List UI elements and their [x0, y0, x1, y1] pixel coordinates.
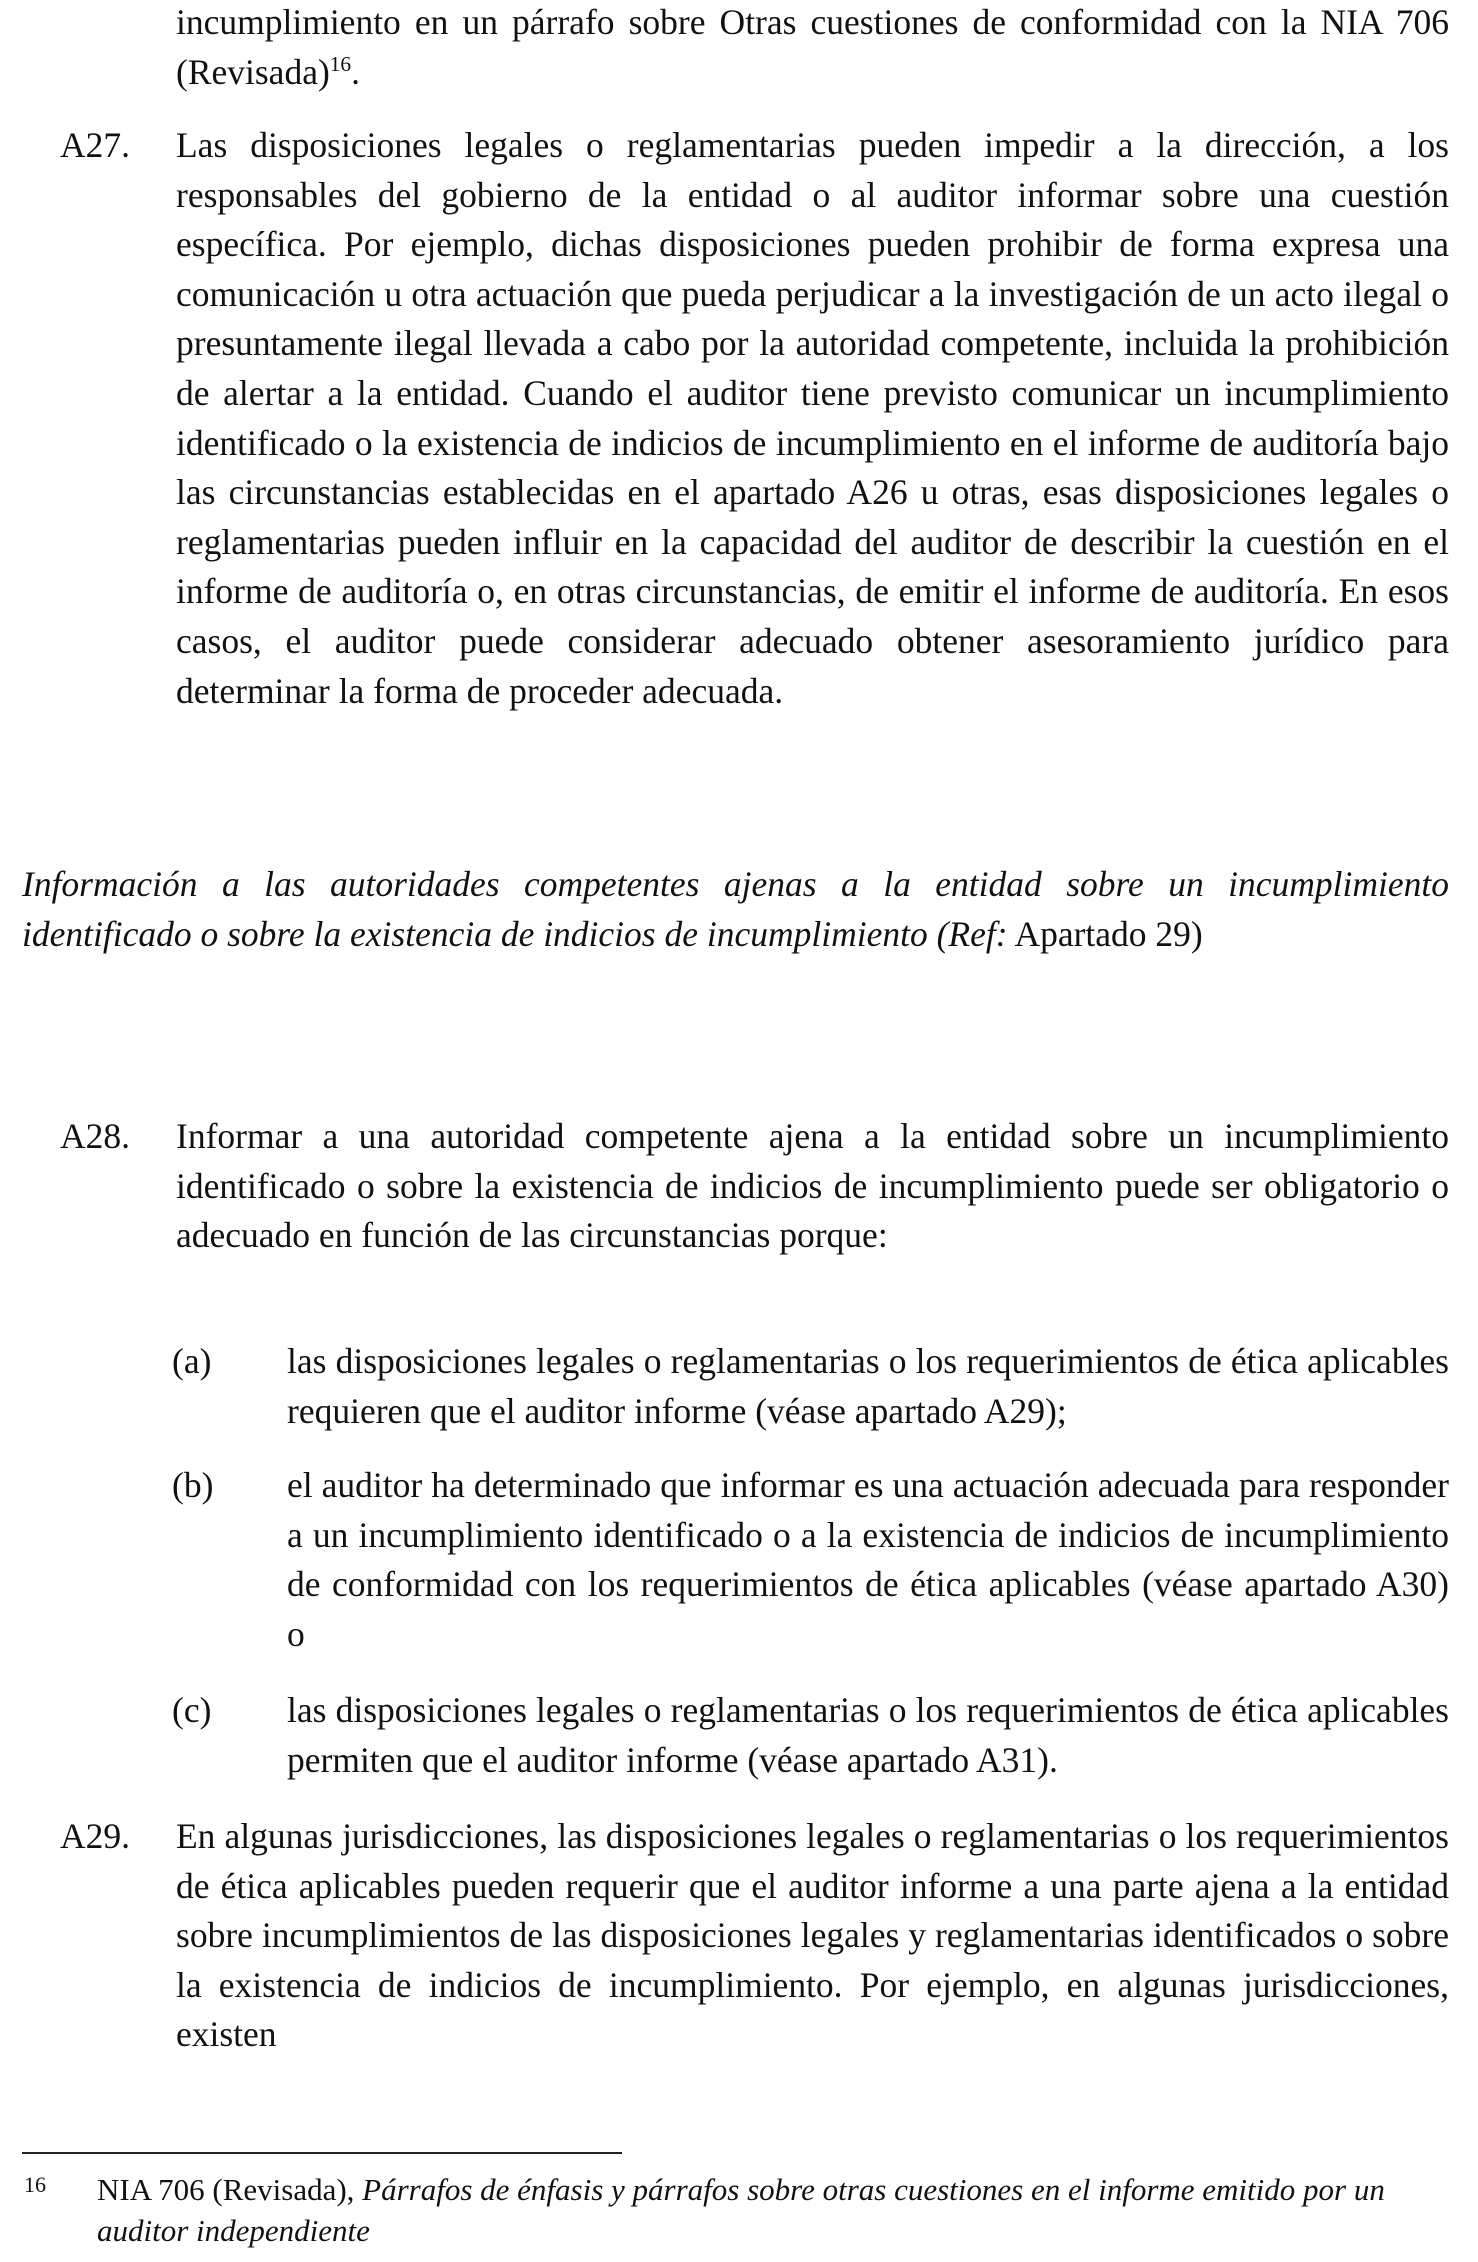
paragraph-number-a27: A27.	[60, 125, 131, 165]
continuation-text	[176, 0, 1449, 97]
list-item-label-a: (a)	[172, 1341, 212, 1381]
paragraph-a29-text: En algunas jurisdicciones, las disposiciones legales o reglamentarias o los requerimientos de ética aplicables pueden requerir que el auditor informe a una parte ajena a la entidad sobre incumplimientos de las disposiciones legales y reglamentarias identificados o sobre la existencia de indicios de incumplimiento. Por ejemplo, en algunas jurisdicciones, existen	[176, 1816, 1449, 2055]
paragraph-number-a28: A28.	[60, 1116, 131, 1156]
section-heading-ref[interactable]: Apartado 29)	[1014, 913, 1203, 954]
footnote-text-italic: Párrafos de énfasis y párrafos sobre otras cuestiones en el informe emitido por un auditor independiente	[97, 2172, 1385, 2248]
list-item-text-c: las disposiciones legales o reglamentarias o los requerimientos de ética aplicables permiten que el auditor informe (véase apartado A31).	[287, 1690, 1449, 1780]
section-heading-italic: Información a las autoridades competentes ajenas a la entidad sobre un incumplimiento identificado o sobre la existencia de indicios de incumplimiento (Ref:	[22, 864, 1449, 954]
paragraph-a28-text: Informar a una autoridad competente ajena a la entidad sobre un incumplimiento identificado o sobre la existencia de indicios de incumplimiento puede ser obligatorio o adecuado en función de las circunstancias porque:	[176, 1116, 1449, 1256]
paragraph-number-a29: A29.	[60, 1816, 131, 1856]
list-item-text-b: el auditor ha determinado que informar es una actuación adecuada para responder a un incumplimiento identificado o a la existencia de indicios de incumplimiento de conformidad con los requerimientos de ética aplicables (véase apartado A30) o	[287, 1465, 1449, 1654]
continuation-text-end: .	[351, 51, 360, 92]
footnote-text-regular: NIA 706 (Revisada),	[97, 2172, 355, 2207]
footnote-text	[97, 2169, 1449, 2251]
list-item-label-c: (c)	[172, 1690, 212, 1730]
footnote-separator	[22, 2152, 622, 2154]
footnote-number: 16	[24, 2172, 46, 2197]
paragraph-a27-text: Las disposiciones legales o reglamentarias pueden impedir a la dirección, a los responsables del gobierno de la entidad o al auditor informar sobre una cuestión específica. Por ejemplo, dichas disposiciones pueden prohibir de forma expresa una comunicación u otra actuación que pueda perjudicar a la investigación de un acto ilegal o presuntamente ilegal llevada a cabo por la autoridad competente, incluida la prohibición de alertar a la entidad. Cuando el auditor tiene previsto comunicar un incumplimiento identificado o la existencia de indicios de incumplimiento en el informe de auditoría bajo las circunstancias establecidas en el apartado A26 u otras, esas disposiciones legales o reglamentarias pueden influir en la capacidad del auditor de describir la cuestión en el informe de auditoría o, en otras circunstancias, de emitir el informe de auditoría. En esos casos, el auditor puede considerar adecuado obtener asesoramiento jurídico para determinar la forma de proceder adecuada.	[176, 125, 1449, 711]
continuation-text-body: incumplimiento en un párrafo sobre Otras cuestiones de conformidad con la NIA 706 (Revisada)	[176, 2, 1449, 92]
list-item-text-a: las disposiciones legales o reglamentarias o los requerimientos de ética aplicables requieren que el auditor informe (véase apartado A29);	[287, 1341, 1449, 1431]
list-item-label-b: (b)	[172, 1465, 214, 1505]
footnote-reference[interactable]: 16	[329, 51, 352, 76]
section-heading	[22, 860, 1449, 959]
